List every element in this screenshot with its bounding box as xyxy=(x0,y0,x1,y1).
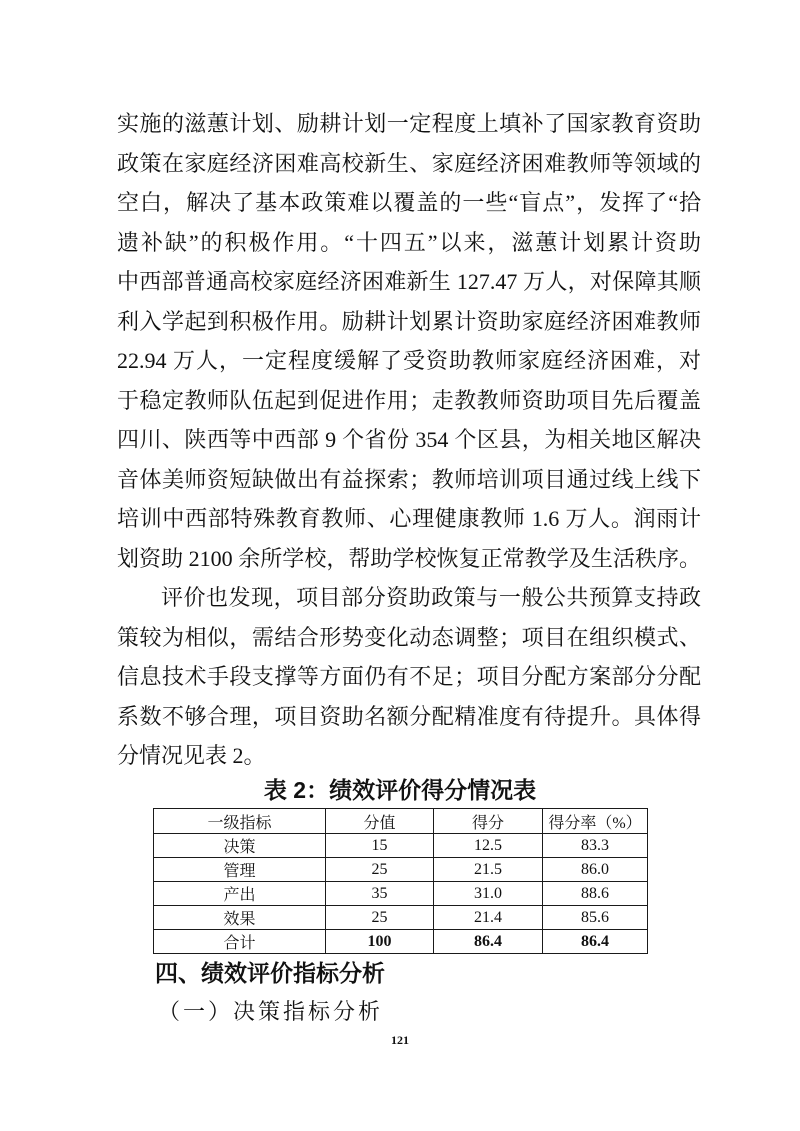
text-line: 划资助 2100 余所学校，帮助学校恢复正常教学及生活秩序。 xyxy=(117,545,701,571)
text-line: 音体美师资短缺做出有益探索；教师培训项目通过线上线下 xyxy=(117,466,701,492)
table-header-cell: 分值 xyxy=(326,809,434,834)
table-title: 表 2：绩效评价得分情况表 xyxy=(263,777,537,803)
table-header-cell: 得分率（%） xyxy=(543,809,648,834)
table-header-cell: 得分 xyxy=(434,809,543,834)
subsection-heading: （一）决策指标分析 xyxy=(158,999,384,1024)
text-line: 评价也发现，项目部分资助政策与一般公共预算支持政 xyxy=(161,585,701,610)
paragraph xyxy=(117,104,701,578)
body-text xyxy=(117,104,701,776)
table-cell: 86.0 xyxy=(543,858,648,882)
text-line: 遗补缺”的积极作用。“十四五”以来，滋蕙计划累计资助 xyxy=(117,229,701,255)
table-cell: 86.4 xyxy=(434,930,543,954)
table-cell: 31.0 xyxy=(434,882,543,906)
table-cell: 12.5 xyxy=(434,834,543,858)
table-cell: 管理 xyxy=(154,858,326,882)
text-line: 于稳定教师队伍起到促进作用；走教教师资助项目先后覆盖 xyxy=(117,387,701,413)
table-header-row xyxy=(154,809,648,834)
table-cell: 21.5 xyxy=(434,858,543,882)
text-line: 四川、陕西等中西部 9 个省份 354 个区县，为相关地区解决 xyxy=(117,427,701,452)
table-cell: 效果 xyxy=(154,906,326,930)
table-total-row xyxy=(154,930,648,954)
table-cell: 88.6 xyxy=(543,882,648,906)
text-line: 系数不够合理，项目资助名额分配精准度有待提升。具体得 xyxy=(117,703,701,729)
table-cell: 25 xyxy=(326,906,434,930)
table-row xyxy=(154,882,648,906)
table-cell: 产出 xyxy=(154,882,326,906)
section-heading: 四、绩效评价指标分析 xyxy=(155,960,385,986)
text-line: 空白，解决了基本政策难以覆盖的一些“盲点”，发挥了“拾 xyxy=(117,190,701,215)
table-header-cell: 一级指标 xyxy=(154,809,326,834)
text-line: 实施的滋蕙计划、励耕计划一定程度上填补了国家教育资助 xyxy=(117,111,701,136)
table-cell: 决策 xyxy=(154,834,326,858)
text-line: 利入学起到积极作用。励耕计划累计资助家庭经济困难教师 xyxy=(117,308,701,334)
table-cell: 85.6 xyxy=(543,906,648,930)
table-cell: 83.3 xyxy=(543,834,648,858)
table-row xyxy=(154,858,648,882)
text-line: 培训中西部特殊教育教师、心理健康教师 1.6 万人。润雨计 xyxy=(117,506,701,531)
table-cell: 15 xyxy=(326,834,434,858)
text-line: 策较为相似，需结合形势变化动态调整；项目在组织模式、 xyxy=(117,624,701,650)
table-cell: 86.4 xyxy=(543,930,648,954)
table-row xyxy=(154,906,648,930)
text-line: 中西部普通高校家庭经济困难新生 127.47 万人，对保障其顺 xyxy=(117,269,701,294)
text-line: 分情况见表 2。 xyxy=(117,743,266,768)
score-table xyxy=(153,808,648,954)
table-cell: 35 xyxy=(326,882,434,906)
table-cell: 100 xyxy=(326,930,434,954)
table-cell: 21.4 xyxy=(434,906,543,930)
table-row xyxy=(154,834,648,858)
table-cell: 合计 xyxy=(154,930,326,954)
text-line: 政策在家庭经济困难高校新生、家庭经济困难教师等领域的 xyxy=(117,150,701,176)
text-line: 信息技术手段支撑等方面仍有不足；项目分配方案部分分配 xyxy=(117,664,701,689)
table-cell: 25 xyxy=(326,858,434,882)
text-line: 22.94 万人，一定程度缓解了受资助教师家庭经济困难，对 xyxy=(117,348,701,373)
paragraph xyxy=(117,578,701,776)
page-number: 121 xyxy=(391,1033,409,1047)
